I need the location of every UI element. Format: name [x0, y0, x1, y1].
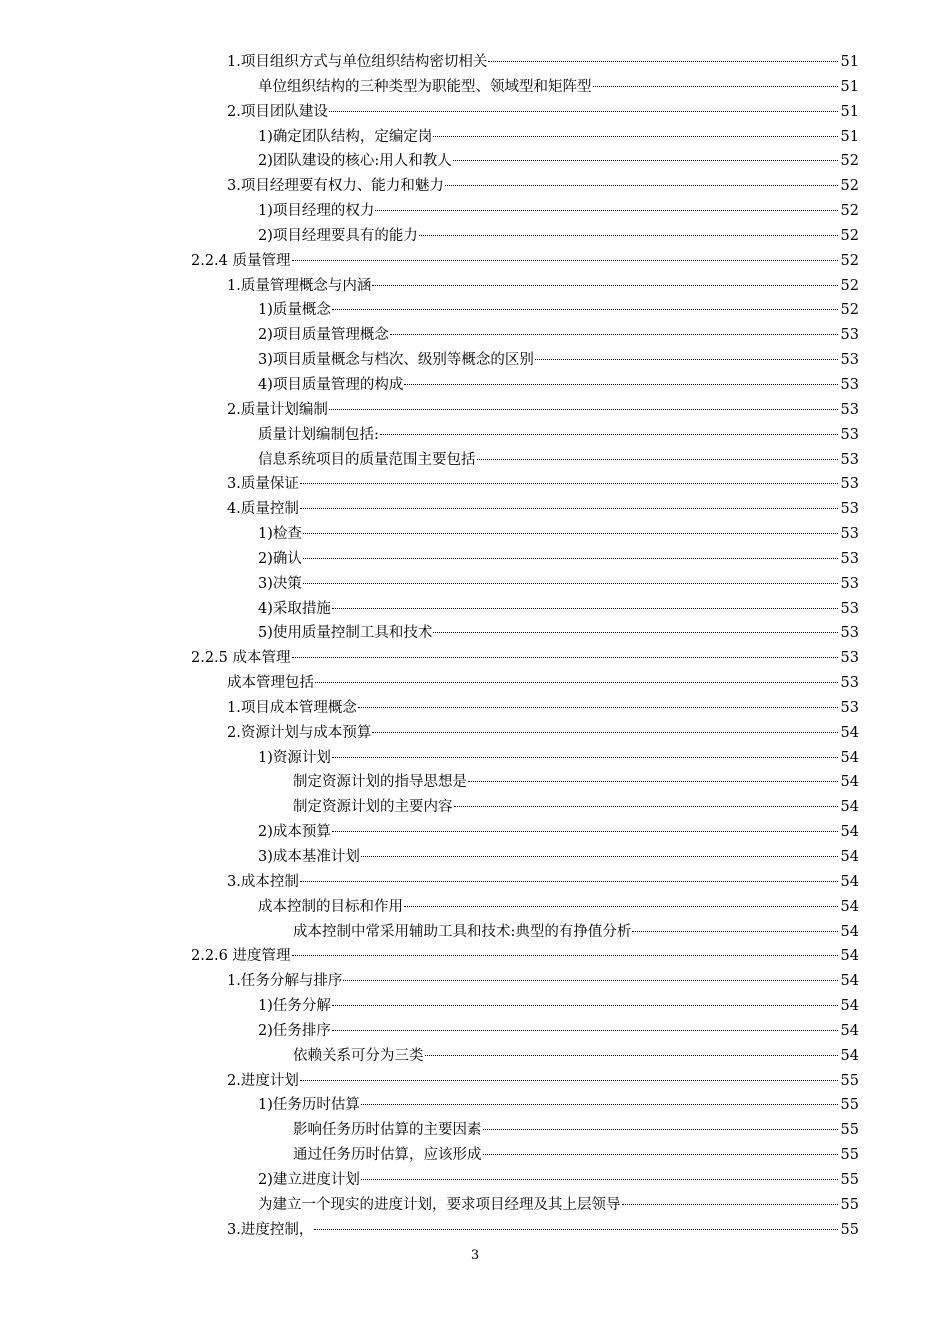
- toc-entry[interactable]: [0, 1193, 950, 1218]
- toc-entry-page: 54: [840, 749, 859, 766]
- toc-entry[interactable]: [0, 845, 950, 870]
- toc-entry-page: 55: [840, 1147, 859, 1164]
- toc-entry[interactable]: [0, 795, 950, 820]
- toc-entry-title: 2)确认: [258, 550, 302, 567]
- toc-entry-page: 51: [840, 128, 859, 145]
- toc-dot-leader: [433, 136, 838, 137]
- toc-entry[interactable]: [0, 920, 950, 945]
- toc-entry-title: 2.项目团队建设: [227, 103, 328, 120]
- toc-entry[interactable]: [0, 149, 950, 174]
- toc-entry[interactable]: [0, 348, 950, 373]
- toc-entry[interactable]: [0, 298, 950, 323]
- toc-entry-title: 2.2.6 进度管理: [191, 948, 291, 965]
- toc-dot-leader: [361, 1104, 838, 1105]
- toc-dot-leader: [380, 434, 838, 435]
- toc-entry-page: 52: [840, 178, 859, 195]
- toc-dot-leader: [303, 533, 838, 534]
- toc-dot-leader: [300, 1080, 838, 1081]
- toc-entry[interactable]: [0, 249, 950, 274]
- toc-entry[interactable]: [0, 1093, 950, 1118]
- toc-entry-page: 55: [840, 1122, 859, 1139]
- toc-entry[interactable]: [0, 100, 950, 125]
- toc-entry-page: 55: [840, 1072, 859, 1089]
- toc-entry[interactable]: [0, 1168, 950, 1193]
- toc-entry-page: 52: [840, 153, 859, 170]
- toc-entry[interactable]: [0, 497, 950, 522]
- toc-entry-page: 53: [840, 650, 859, 667]
- toc-dot-leader: [300, 881, 838, 882]
- toc-entry[interactable]: [0, 770, 950, 795]
- toc-entry-page: 53: [840, 526, 859, 543]
- toc-entry-title: 制定资源计划的指导思想是: [293, 774, 467, 791]
- toc-entry-title: 2.质量计划编制: [227, 401, 328, 418]
- toc-dot-leader: [593, 86, 839, 87]
- toc-entry-title: 1.项目组织方式与单位组织结构密切相关: [227, 54, 488, 70]
- toc-entry-page: 55: [840, 1221, 859, 1238]
- toc-entry[interactable]: [0, 472, 950, 497]
- toc-dot-leader: [372, 285, 838, 286]
- toc-entry-page: 54: [840, 774, 859, 791]
- toc-entry-title: 3.质量保证: [227, 476, 299, 493]
- toc-entry-page: 52: [840, 227, 859, 244]
- toc-dot-leader: [329, 111, 838, 112]
- toc-entry-page: 52: [840, 302, 859, 319]
- toc-entry-title: 制定资源计划的主要内容: [293, 799, 453, 816]
- toc-entry-page: 54: [840, 1022, 859, 1039]
- toc-entry[interactable]: [0, 398, 950, 423]
- toc-dot-leader: [535, 359, 838, 360]
- toc-entry-title: 2.资源计划与成本预算: [227, 724, 372, 741]
- toc-entry-page: 52: [840, 277, 859, 294]
- toc-dot-leader: [468, 781, 838, 782]
- toc-entry-title: 3)决策: [258, 575, 302, 592]
- toc-entry-title: 3.项目经理要有权力、能力和魅力: [227, 178, 444, 195]
- toc-entry-title: 3.成本控制: [227, 873, 299, 890]
- toc-entry-title: 1)任务历时估算: [258, 1097, 360, 1114]
- toc-entry-title: 1)资源计划: [258, 749, 331, 766]
- toc-entry-page: 53: [840, 352, 859, 369]
- toc-entry[interactable]: [0, 1118, 950, 1143]
- toc-dot-leader: [303, 558, 838, 559]
- toc-entry-page: 54: [840, 724, 859, 741]
- toc-entry-page: 55: [840, 1196, 859, 1213]
- toc-entry-title: 1.质量管理概念与内涵: [227, 277, 372, 294]
- toc-entry-title: 2)项目质量管理概念: [258, 327, 389, 344]
- toc-entry-page: 53: [840, 451, 859, 468]
- toc-entry-title: 4)采取措施: [258, 600, 331, 617]
- toc-entry-title: 1)检查: [258, 526, 302, 543]
- toc-entry[interactable]: [0, 125, 950, 150]
- toc-entry[interactable]: [0, 671, 950, 696]
- toc-entry-title: 单位组织结构的三种类型为职能型、领域型和矩阵型: [258, 78, 592, 95]
- toc-entry-title: 为建立一个现实的进度计划，要求项目经理及其上层领导: [258, 1196, 621, 1213]
- toc-entry-page: 53: [840, 426, 859, 443]
- toc-entry[interactable]: [0, 721, 950, 746]
- toc-dot-leader: [315, 682, 838, 683]
- toc-entry-title: 2)建立进度计划: [258, 1171, 360, 1188]
- toc-entry-page: 53: [840, 501, 859, 518]
- toc-dot-leader: [300, 508, 838, 509]
- toc-entry-title: 质量计划编制包括:: [258, 426, 379, 443]
- toc-dot-leader: [419, 235, 838, 236]
- toc-dot-leader: [483, 1154, 839, 1155]
- toc-entry-page: 53: [840, 550, 859, 567]
- toc-entry-title: 5)使用质量控制工具和技术: [258, 625, 433, 642]
- toc-entry-title: 2)任务排序: [258, 1022, 331, 1039]
- toc-entry[interactable]: [0, 597, 950, 622]
- toc-entry-title: 成本控制中常采用辅助工具和技术:典型的有挣值分析: [293, 923, 632, 940]
- toc-dot-leader: [292, 657, 838, 658]
- toc-entry[interactable]: [0, 646, 950, 671]
- toc-dot-leader: [477, 459, 839, 460]
- toc-dot-leader: [332, 309, 838, 310]
- toc-dot-leader: [292, 260, 838, 261]
- toc-entry-page: 52: [840, 252, 859, 269]
- toc-entry-title: 2)成本预算: [258, 824, 331, 841]
- toc-entry[interactable]: [0, 224, 950, 249]
- toc-entry-title: 1)项目经理的权力: [258, 203, 375, 220]
- toc-entry-title: 2.2.5 成本管理: [191, 650, 291, 667]
- toc-entry-page: 54: [840, 948, 859, 965]
- table-of-contents: [0, 50, 950, 1243]
- toc-entry-title: 影响任务历时估算的主要因素: [293, 1122, 482, 1139]
- toc-dot-leader: [454, 806, 839, 807]
- toc-entry-title: 1)质量概念: [258, 302, 331, 319]
- toc-entry[interactable]: [0, 1019, 950, 1044]
- toc-entry-title: 通过任务历时估算，应该形成: [293, 1147, 482, 1164]
- toc-dot-leader: [445, 185, 838, 186]
- toc-entry[interactable]: [0, 895, 950, 920]
- toc-dot-leader: [358, 707, 838, 708]
- toc-entry[interactable]: [0, 174, 950, 199]
- toc-entry-title: 成本管理包括: [227, 675, 314, 692]
- toc-entry[interactable]: [0, 323, 950, 348]
- page-number: 3: [470, 1248, 480, 1263]
- toc-entry[interactable]: [0, 50, 950, 75]
- toc-entry-title: 3)成本基准计划: [258, 849, 360, 865]
- toc-dot-leader: [300, 483, 838, 484]
- toc-dot-leader: [632, 931, 838, 932]
- toc-entry-title: 4.质量控制: [227, 501, 299, 518]
- toc-entry[interactable]: [0, 373, 950, 398]
- toc-entry-page: 53: [840, 575, 859, 592]
- toc-dot-leader: [332, 831, 838, 832]
- toc-dot-leader: [622, 1204, 839, 1205]
- toc-entry-title: 成本控制的目标和作用: [258, 898, 403, 915]
- toc-entry[interactable]: [0, 448, 950, 473]
- toc-entry-page: 52: [840, 203, 859, 220]
- toc-entry[interactable]: [0, 820, 950, 845]
- toc-entry-page: 54: [840, 973, 859, 990]
- toc-dot-leader: [433, 632, 838, 633]
- toc-dot-leader: [314, 1229, 838, 1230]
- toc-entry-page: 53: [840, 327, 859, 344]
- toc-entry-title: 1)任务分解: [258, 998, 331, 1015]
- toc-entry-title: 1.项目成本管理概念: [227, 699, 357, 716]
- toc-entry-page: 53: [840, 699, 859, 716]
- toc-dot-leader: [303, 583, 838, 584]
- toc-entry-page: 54: [840, 898, 859, 915]
- toc-entry[interactable]: [0, 621, 950, 646]
- toc-dot-leader: [332, 1005, 838, 1006]
- toc-entry-page: 54: [840, 873, 859, 890]
- toc-entry-page: 54: [840, 849, 859, 865]
- toc-entry-title: 依赖关系可分为三类: [293, 1047, 424, 1064]
- toc-dot-leader: [372, 732, 838, 733]
- toc-entry-page: 53: [840, 401, 859, 418]
- toc-dot-leader: [390, 334, 838, 335]
- toc-entry-page: 53: [840, 476, 859, 493]
- toc-entry[interactable]: [0, 1143, 950, 1168]
- toc-entry-page: 55: [840, 1171, 859, 1188]
- toc-dot-leader: [361, 1179, 838, 1180]
- toc-dot-leader: [453, 160, 838, 161]
- toc-dot-leader: [332, 1030, 838, 1031]
- toc-entry[interactable]: [0, 696, 950, 721]
- toc-dot-leader: [332, 757, 838, 758]
- toc-entry-title: 2)团队建设的核心:用人和教人: [258, 153, 452, 170]
- toc-entry-page: 54: [840, 923, 859, 940]
- toc-entry-page: 53: [840, 675, 859, 692]
- toc-entry[interactable]: [0, 1218, 950, 1243]
- toc-dot-leader: [375, 210, 838, 211]
- toc-entry[interactable]: [0, 746, 950, 771]
- toc-entry[interactable]: [0, 522, 950, 547]
- toc-entry-page: 53: [840, 600, 859, 617]
- toc-entry-page: 54: [840, 824, 859, 841]
- toc-entry-page: 54: [840, 998, 859, 1015]
- toc-entry[interactable]: [0, 75, 950, 100]
- toc-entry-page: 53: [840, 625, 859, 642]
- toc-entry-page: 54: [840, 1047, 859, 1064]
- toc-entry[interactable]: [0, 969, 950, 994]
- toc-dot-leader: [488, 61, 838, 62]
- toc-entry-title: 1.任务分解与排序: [227, 973, 343, 990]
- toc-entry[interactable]: [0, 1069, 950, 1094]
- toc-entry-page: 51: [840, 78, 859, 95]
- toc-dot-leader: [361, 856, 838, 857]
- toc-entry-title: 3)项目质量概念与档次、级别等概念的区别: [258, 352, 534, 369]
- toc-entry-page: 51: [840, 54, 859, 70]
- toc-entry-title: 信息系统项目的质量范围主要包括: [258, 451, 476, 468]
- toc-entry[interactable]: [0, 870, 950, 895]
- toc-entry[interactable]: [0, 1044, 950, 1069]
- toc-entry-page: 55: [840, 1097, 859, 1114]
- toc-entry[interactable]: [0, 944, 950, 969]
- toc-entry-title: 2)项目经理要具有的能力: [258, 227, 418, 244]
- toc-entry-page: 53: [840, 376, 859, 393]
- toc-entry-title: 2.进度计划: [227, 1072, 299, 1089]
- toc-dot-leader: [329, 409, 838, 410]
- toc-dot-leader: [425, 1055, 839, 1056]
- toc-dot-leader: [404, 384, 838, 385]
- toc-dot-leader: [483, 1129, 839, 1130]
- toc-entry-title: 4)项目质量管理的构成: [258, 376, 404, 393]
- toc-entry-page: 51: [840, 103, 859, 120]
- toc-entry-page: 54: [840, 799, 859, 816]
- toc-entry-title: 2.2.4 质量管理: [191, 252, 291, 269]
- toc-entry[interactable]: [0, 572, 950, 597]
- toc-entry[interactable]: [0, 199, 950, 224]
- toc-dot-leader: [404, 906, 838, 907]
- toc-entry-title: 3.进度控制，: [227, 1221, 314, 1238]
- toc-entry[interactable]: [0, 994, 950, 1019]
- toc-dot-leader: [343, 980, 838, 981]
- toc-dot-leader: [332, 608, 838, 609]
- toc-entry[interactable]: [0, 547, 950, 572]
- toc-dot-leader: [292, 955, 838, 956]
- toc-entry[interactable]: [0, 423, 950, 448]
- toc-entry-title: 1)确定团队结构，定编定岗: [258, 128, 433, 145]
- toc-entry[interactable]: [0, 274, 950, 299]
